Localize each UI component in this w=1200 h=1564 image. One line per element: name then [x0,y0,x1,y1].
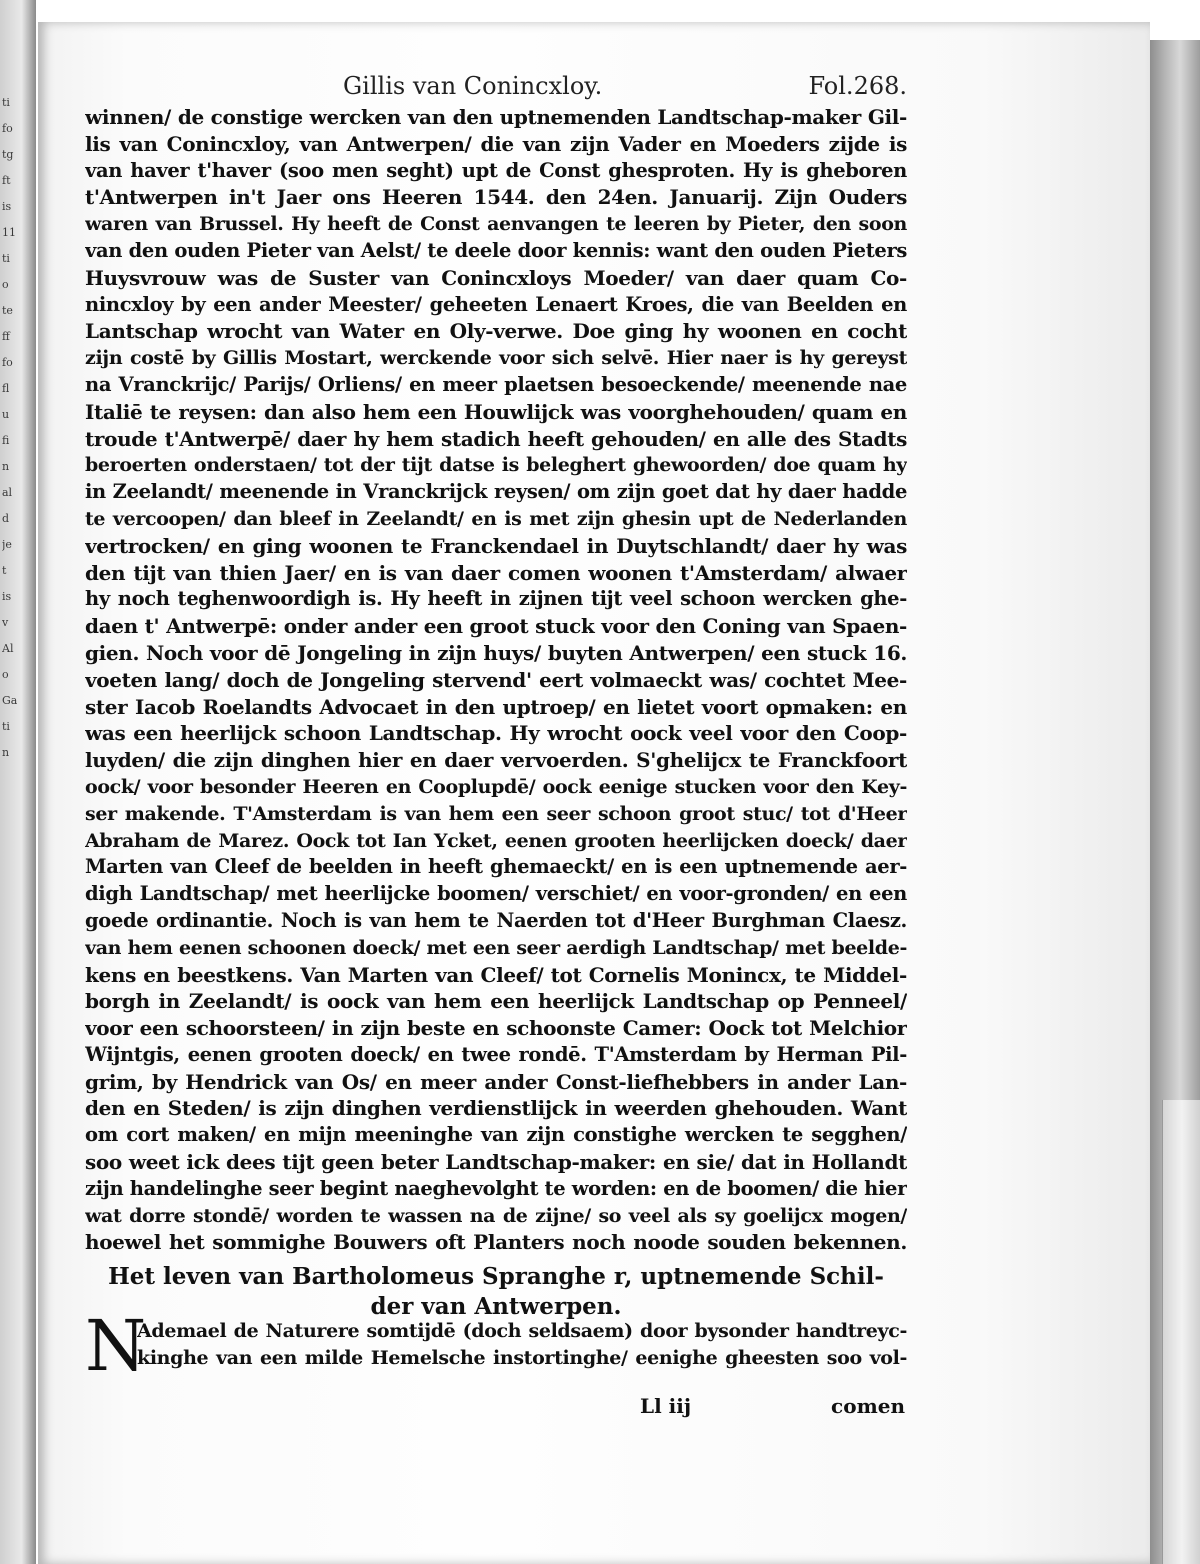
text-line: te vercoopen/ dan bleef in Zeelandt/ en is met zijn ghesin upt de Nederlanden [85,507,907,530]
text-line: zijn handelinghe seer begint naeghevolght te worden: en de boomen/ die hier [85,1176,907,1200]
text-line: goede ordinantie. Noch is van hem te Naerden tot d'Heer Burghman Claesz. [85,908,907,932]
facing-page-text-fragment: fo [2,356,13,369]
section-heading-line-2: der van Antwerpen. [370,1293,622,1320]
text-line: t'Antwerpen in't Jaer ons Heeren 1544. den 24en. Januarij. Zijn Ouders [85,185,907,210]
drop-cap-initial: N [85,1305,147,1387]
section-heading-line-1: Het leven van Bartholomeus Spranghe r, uptnemende Schil- [108,1263,884,1290]
facing-page-text-fragment: ti [2,720,10,733]
text-line: voor een schoorsteen/ in zijn beste en schoonste Camer: Oock tot Melchior [85,1016,907,1041]
text-line: Marten van Cleef de beelden in heeft ghemaeckt/ en is een uptnemende aer- [85,855,907,879]
text-line: soo weet ick dees tijt geen beter Landtschap-maker: en sie/ dat in Hollandt [85,1150,907,1175]
facing-page-text-fragment: t [2,564,7,577]
facing-page-text-fragment: fi [2,434,10,447]
folio-number: Fol.268. [808,72,907,100]
facing-page-text-fragment: n [2,746,10,759]
facing-page-text-fragment: ft [2,174,11,187]
text-line: Huysvrouw was de Suster van Conincxloys Moeder/ van daer quam Co- [85,265,907,290]
facing-page-text-fragment: d [2,512,10,525]
facing-page-text-fragment: Ga [2,694,18,707]
text-line: digh Landtschap/ met heerlijcke boomen/ verschiet/ en voor-gronden/ en een [85,882,907,906]
text-line: ser makende. T'Amsterdam is van hem een seer schoon groot stuc/ tot d'Heer [85,802,907,825]
text-line: van den ouden Pieter van Aelst/ te deele door kennis: want den ouden Pieters [85,238,907,262]
text-line: Ademael de Naturere somtijdē (doch seldsaem) door bysonder handtreyc- [137,1320,907,1342]
text-line: hoewel het sommighe Bouwers oft Planters noch noode souden bekennen. [85,1230,907,1255]
running-title: Gillis van Conincxloy. [343,72,603,100]
main-text-block [85,104,907,1256]
text-line: Wijntgis, eenen grooten doeck/ en twee rondē. T'Amsterdam by Herman Pil- [85,1042,907,1066]
facing-page-text-fragment: n [2,460,10,473]
text-line: van haver t'haver (soo men seght) upt de Const ghesproten. Hy is gheboren [85,158,907,182]
facing-page-text-fragment: fo [2,122,13,135]
page-footer [85,1394,907,1422]
text-line: borgh in Zeelandt/ is oock van hem een heerlijck Landtschap op Penneel/ [85,989,907,1014]
text-line: voeten lang/ doch de Jongeling stervend' eert volmaeckt was/ cochtet Mee- [85,667,907,692]
facing-page-text-fragment: v [2,616,9,629]
text-line: hy noch teghenwoordigh is. Hy heeft in zijnen tijt veel schoon wercken ghe- [85,587,907,611]
text-line: nincxloy by een ander Meester/ geheeten Lenaert Kroes, die van Beelden en [85,292,907,316]
facing-page-text-fragment: fl [2,382,10,395]
text-line: grim, by Hendrick van Os/ en meer ander Const-liefhebbers in ander Lan- [85,1069,907,1094]
text-line: in Zeelandt/ meenende in Vranckrijck reysen/ om zijn goet dat hy daer hadde [85,480,907,504]
text-line: kens en beestkens. Van Marten van Cleef/ tot Cornelis Monincx, te Middel- [85,962,907,987]
text-line: ster Iacob Roelandts Advocaet in den uptroep/ en lietet voort opmaken: en [85,694,907,719]
facing-page-text-fragment: is [2,200,12,213]
facing-page-text-fragment: ti [2,252,10,265]
text-line: winnen/ de constige wercken van den uptnemenden Landtschap-maker Gil- [85,105,907,129]
facing-page-text-fragment: u [2,408,10,421]
section-heading [85,1262,907,1322]
text-line: kinghe van een milde Hemelsche instortinghe/ eenighe gheesten soo vol- [137,1346,907,1369]
text-line: Lantschap wrocht van Water en Oly-verwe. Doe ging hy woonen en cocht [85,319,907,344]
facing-page-text-fragment: te [2,304,13,317]
text-line: waren van Brussel. Hy heeft de Const aenvangen te leeren by Pieter, den soon [85,213,907,236]
facing-page-text-fragment: o [2,668,9,681]
facing-page-text-fragment: ti [2,96,10,109]
text-line: luyden/ die zijn dinghen hier en daer vervoerden. S'ghelijcx te Franckfoort [85,748,907,773]
text-line: daen t' Antwerpē: onder ander een groot stuck voor den Coning van Spaen- [85,614,907,639]
facing-page-text-fragment: tg [2,148,14,161]
text-line: gien. Noch voor dē Jongeling in zijn huys/ buyten Antwerpen/ een stuck 16. [85,640,907,665]
text-line: vertrocken/ en ging woonen te Franckendael in Duytschlandt/ daer hy was [85,533,907,558]
facing-page-text-fragment: o [2,278,9,291]
text-line: Abraham de Marez. Oock tot Ian Ycket, eenen grooten heerlijcken doeck/ daer [85,829,907,852]
text-line: troude t'Antwerpē/ daer hy hem stadich heeft gehouden/ en alle des Stadts [85,426,907,451]
bookmark-ribbon [1162,1100,1200,1564]
page-header [85,72,907,104]
text-line: den tijt van thien Jaer/ en is van daer comen woonen t'Amsterdam/ alwaer [85,560,907,585]
facing-page-text-fragment: je [2,538,12,551]
text-line: oock/ voor besonder Heeren en Cooplupdē/ oock eenige stucken voor den Key- [85,775,907,798]
text-line: lis van Conincxloy, van Antwerpen/ die van zijn Vader en Moeders zijde is [85,131,907,156]
facing-page-text-fragment: Al [2,642,14,655]
text-line: was een heerlijck schoon Landtschap. Hy wrocht oock veel voor den Coop- [85,721,907,746]
facing-page-text-fragment: is [2,590,12,603]
text-line: zijn costē by Gillis Mostart, werckende voor sich selvē. Hier naer is hy gereyst [85,347,907,370]
facing-page-text-fragment: ff [2,330,10,343]
facing-page-edge [0,0,36,1564]
signature-mark: Ll iij [640,1394,692,1418]
text-line: om cort maken/ en mijn meeninghe van zijn constighe wercken te segghen/ [85,1123,907,1147]
text-line: wat dorre stondē/ worden te wassen na de zijne/ so veel als sy goelijcx mogen/ [85,1204,907,1227]
catchword: comen [831,1394,905,1418]
facing-page-text-fragment: al [2,486,13,499]
text-line: van hem eenen schoonen doeck/ met een seer aerdigh Landtschap/ met beelde- [85,936,907,959]
text-line: beroerten onderstaen/ tot der tijt datse is beleghert ghewoorden/ doe quam hy [85,454,907,477]
text-line: Italiē te reysen: dan also hem een Houwlijck was voorghehouden/ quam en [85,399,907,424]
facing-page-text-fragment: 11 [2,226,16,239]
text-line: na Vranckrijc/ Parijs/ Orliens/ en meer plaetsen besoeckende/ meenende nae [85,372,907,396]
text-line: den en Steden/ is zijn dinghen verdienstlijck in weerden ghehouden. Want [85,1096,907,1121]
